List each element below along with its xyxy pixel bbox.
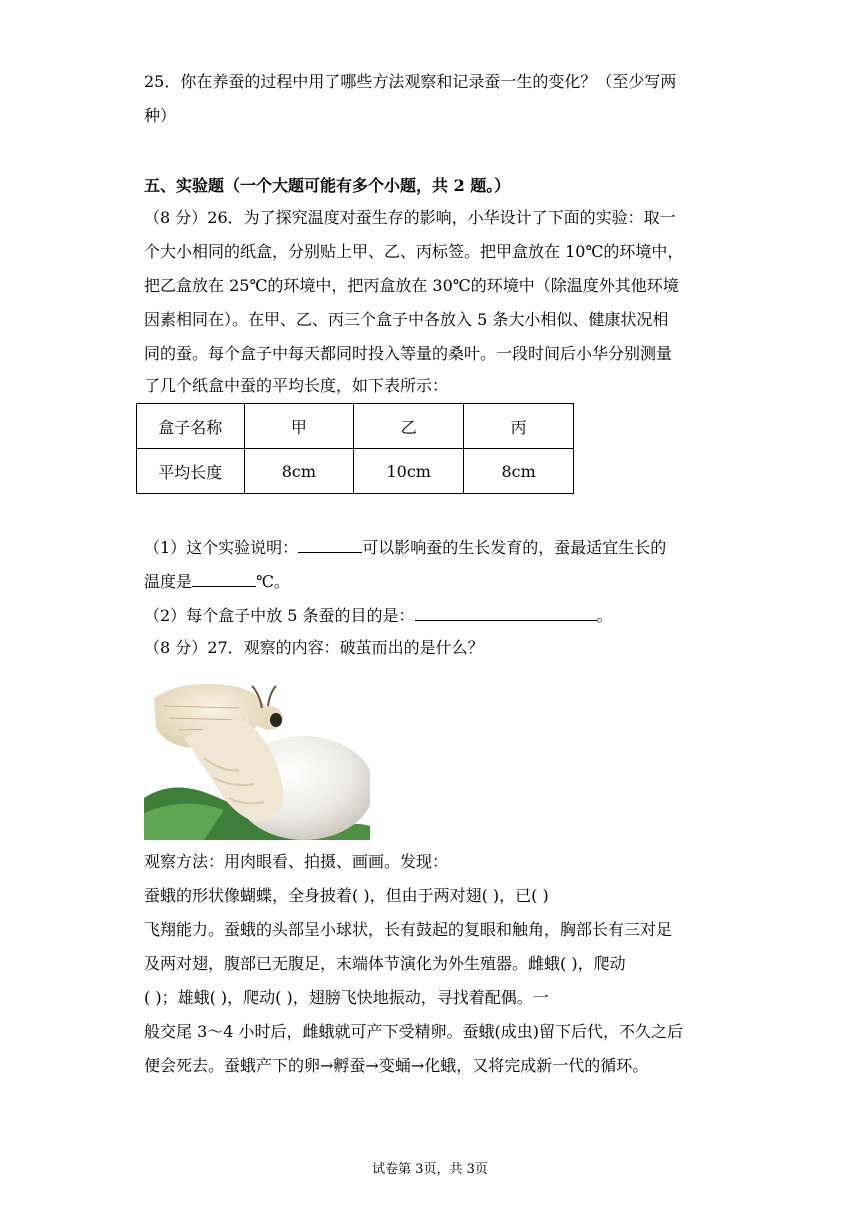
q27-method: 观察方法：用肉眼看、拍摄、画画。发现：	[144, 852, 449, 871]
q26-sub2	[144, 606, 613, 626]
table-row	[137, 404, 574, 449]
table-row	[137, 449, 574, 494]
q26-line-4: 因素相同在）。在甲、乙、丙三个盒子中各放入 5 条大小相似、健康状况相	[144, 310, 669, 329]
q26-sub1-line-1	[144, 538, 666, 558]
q27-title: （8 分）27．观察的内容：破茧而出的是什么？	[144, 638, 484, 657]
table-cell: 盒子名称	[137, 404, 245, 449]
table-cell: 乙	[354, 404, 464, 449]
section-heading: 五、实验题（一个大题可能有多个小题，共 2 题。）	[144, 176, 511, 195]
q25-line-1: 25．你在养蚕的过程中用了哪些方法观察和记录蚕一生的变化？（至少写两	[144, 72, 677, 91]
page-footer: 试卷第 3页，共 3页	[372, 1162, 488, 1177]
q27-line-5: 般交尾 3～4 小时后，雌蛾就可产下受精卵。蚕蛾(成虫)留下后代，不久之后	[144, 1022, 684, 1041]
q25-line-2: 种）	[144, 106, 177, 125]
q27-line-6: 便会死去。蚕蛾产下的卵→孵蚕→变蛹→化蛾，又将完成新一代的循环。	[144, 1056, 649, 1075]
answer-blank[interactable]	[298, 538, 362, 553]
table-cell: 平均长度	[137, 449, 245, 494]
silkworm-moth-photo	[144, 678, 370, 840]
table-cell: 8cm	[244, 449, 354, 494]
q26-line-1: （8 分）26．为了探究温度对蚕生存的影响，小华设计了下面的实验：取一	[144, 208, 676, 227]
q26-sub1-unit: ℃。	[256, 572, 290, 591]
q26-line-5: 同的蚕。每个盒子中每天都同时投入等量的桑叶。一段时间后小华分别测量	[144, 344, 673, 363]
table-cell: 10cm	[354, 449, 464, 494]
q26-sub1-temp-label: 温度是	[144, 572, 193, 591]
q26-sub1-prefix: （1）这个实验说明：	[144, 538, 299, 557]
q26-sub1-line-2	[144, 572, 290, 592]
table-cell: 甲	[244, 404, 354, 449]
q26-line-3: 把乙盒放在 25℃的环境中，把丙盒放在 30℃的环境中（除温度外其他环境	[144, 276, 679, 295]
q26-line-6: 了几个纸盒中蚕的平均长度，如下表所示：	[144, 376, 449, 395]
q27-line-4: ( )；雄蛾( )，爬动( )，翅膀飞快地振动，寻找着配偶。一	[144, 988, 549, 1007]
q26-sub2-end: 。	[596, 606, 613, 625]
q27-line-2: 飞翔能力。蚕蛾的头部呈小球状，长有鼓起的复眼和触角，胸部长有三对足	[144, 920, 673, 939]
table-cell: 丙	[464, 404, 574, 449]
q27-line-1: 蚕蛾的形状像蝴蝶，全身披着( )，但由于两对翅( )，已( )	[144, 886, 549, 905]
answer-blank[interactable]	[192, 572, 256, 587]
answer-blank[interactable]	[415, 606, 597, 621]
q26-sub1-suffix: 可以影响蚕的生长发育的，蚕最适宜生长的	[362, 538, 667, 557]
results-table	[136, 403, 574, 494]
q27-line-3: 及两对翅，腹部已无腹足，末端体节演化为外生殖器。雌蛾( )，爬动	[144, 954, 626, 973]
table-cell: 8cm	[464, 449, 574, 494]
q26-sub2-prefix: （2）每个盒子中放 5 条蚕的目的是：	[144, 606, 415, 625]
q26-line-2: 个大小相同的纸盒，分别贴上甲、乙、丙标签。把甲盒放在 10℃的环境中，	[144, 242, 684, 261]
